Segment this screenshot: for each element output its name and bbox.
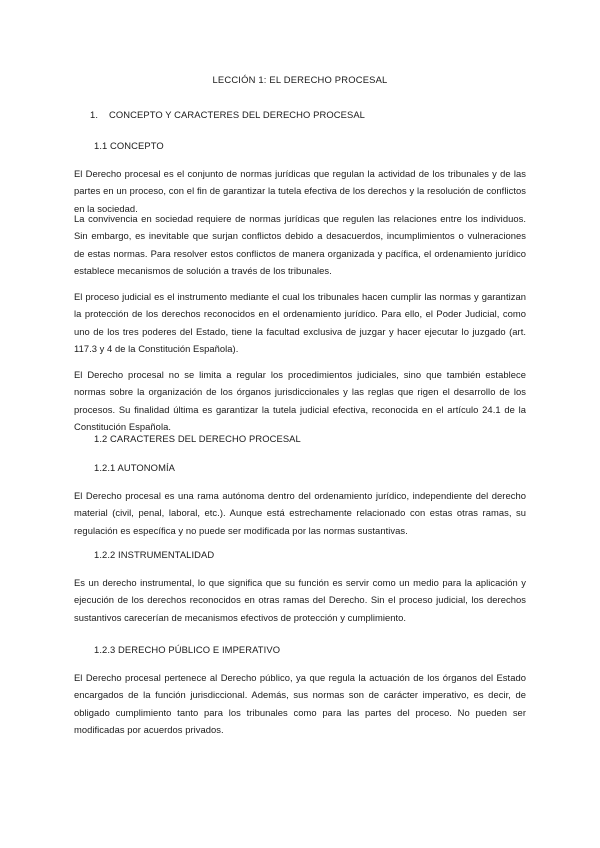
section-1-2-1-heading: 1.2.1 AUTONOMÍA <box>94 462 176 473</box>
instrumentality-paragraph: Es un derecho instrumental, lo que significa que su función es servir como un medio para la aplicación y ejecución de los derechos reconocidos en otras ramas del Derecho. Sin el proceso judicial, los derechos sustantivos carecerían de mecanismos efectivos de protección y cumplimiento. <box>74 577 526 623</box>
concept-paragraph-3: El proceso judicial es el instrumento mediante el cual los tribunales hacen cumplir las normas y garantizan la protección de los derechos reconocidos en el ordenamiento jurídico. Para ello, el Poder Judicial, como uno de los tres poderes del Estado, tiene la facultad exclusiva de juzgar y hacer ejecutar lo juzgado (art. 117.3 y 4 de la Constitución Española). <box>74 291 526 354</box>
section-1-2-3-heading: 1.2.3 DERECHO PÚBLICO E IMPERATIVO <box>94 644 281 655</box>
section-1-2-heading: 1.2 CARACTERES DEL DERECHO PROCESAL <box>94 433 301 444</box>
concept-paragraph-4: El Derecho procesal no se limita a regular los procedimientos judiciales, sino que también establece normas sobre la organización de los órganos jurisdiccionales y las reglas que rigen el desarrollo de los procesos. Su finalidad última es garantizar la tutela judicial efectiva, reconocida en el artículo 24.1 de la Constitución Española. <box>74 369 526 432</box>
section-1-number: 1. <box>90 109 99 120</box>
section-1-label: CONCEPTO Y CARACTERES DEL DERECHO PROCESAL <box>109 109 365 120</box>
section-1-2-2-heading: 1.2.2 INSTRUMENTALIDAD <box>94 549 215 560</box>
lesson-title: LECCIÓN 1: EL DERECHO PROCESAL <box>212 74 388 85</box>
section-1-1-heading: 1.1 CONCEPTO <box>94 140 164 151</box>
concept-paragraph-2: La convivencia en sociedad requiere de normas jurídicas que regulen las relaciones entre los individuos. Sin embargo, es inevitable que surjan conflictos debido a desacuerdos, incumplimientos o vulneraciones de estas normas. Para resolver estos conflictos de manera organizada y pacífica, el ordenamiento jurídico establece mecanismos de solución a través de los tribunales. <box>74 213 526 276</box>
concept-paragraph-1: El Derecho procesal es el conjunto de normas jurídicas que regulan la actividad de los tribunales y de las partes en un proceso, con el fin de garantizar la tutela efectiva de los derechos y la resolución de conflictos en la sociedad. <box>74 168 526 214</box>
autonomy-paragraph: El Derecho procesal es una rama autónoma dentro del ordenamiento jurídico, independiente del derecho material (civil, penal, laboral, etc.). Aunque está estrechamente relacionado con estas otras ramas, su regulación es específica y no puede ser modificada por las normas sustantivas. <box>74 490 526 536</box>
section-1-heading <box>90 109 365 120</box>
public-law-paragraph: El Derecho procesal pertenece al Derecho público, ya que regula la actuación de los órganos del Estado encargados de la función jurisdiccional. Además, sus normas son de carácter imperativo, es decir, de obligado cumplimiento tanto para los tribunales como para las partes del proceso. No pueden ser modificadas por acuerdos privados. <box>74 672 526 735</box>
